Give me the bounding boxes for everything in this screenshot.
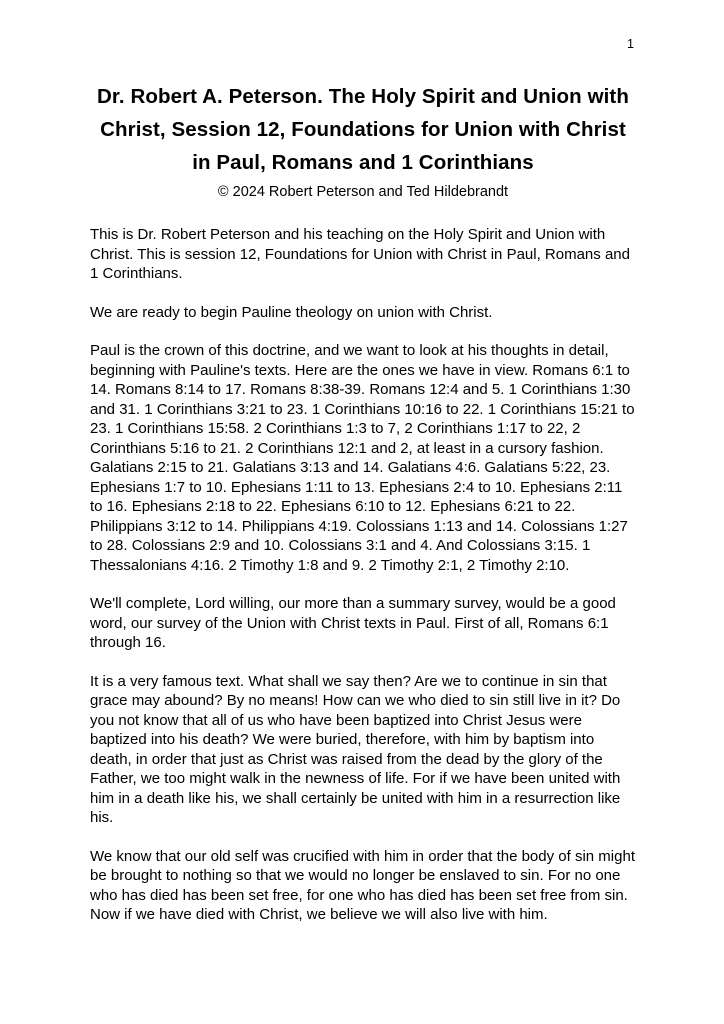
document-title: Dr. Robert A. Peterson. The Holy Spirit and Union with Christ, Session 12, Foundations for Union with Christ in Paul, Romans and 1 Corinthians: [97, 85, 629, 174]
paragraph-ready: We are ready to begin Pauline theology on union with Christ.: [90, 303, 493, 321]
paragraph-survey: We'll complete, Lord willing, our more than a summary survey, would be a good word, our survey of the Union with Christ texts in Paul. First of all, Romans 6:1 through 16.: [90, 595, 616, 651]
paragraph-romans6-quote: It is a very famous text. What shall we say then? Are we to continue in sin that grace may abound? By no means! How can we who died to sin still live in it? Do you not know that all of us who have been baptized into Christ Jesus were baptized into his death? We were buried, therefore, with him by baptism into death, in order that just as Christ was raised from the dead by the glory of the Father, we too might walk in the newness of life. For if we have been united with him in a death like his, we shall certainly be united with him in a resurrection like his.: [90, 672, 621, 826]
copyright-line: © 2024 Robert Peterson and Ted Hildebrandt: [217, 184, 509, 200]
paragraph-intro: This is Dr. Robert Peterson and his teaching on the Holy Spirit and Union with Christ. This is session 12, Foundations for Union with Christ in Paul, Romans and 1 Corinthians.: [90, 226, 630, 282]
paragraph-texts-list: Paul is the crown of this doctrine, and we want to look at his thoughts in detail, beginning with Pauline's texts. Here are the ones we have in view. Romans 6:1 to 14. Romans 8:14 to 17. Romans 8:38-39. Romans 12:4 and 5. 1 Corinthians 1:30 and 31. 1 Corinthians 3:21 to 23. 1 Corinthians 10:16 to 22. 1 Corinthians 15:21 to 23. 1 Corinthians 15:58. 2 Corinthians 1:3 to 7, 2 Corinthians 1:17 to 22, 2 Corinthians 5:16 to 21. 2 Corinthians 12:1 and 2, at least in a cursory fashion. Galatians 2:15 to 21. Galatians 3:13 and 14. Galatians 4:6. Galatians 5:22, 23. Ephesians 1:7 to 10. Ephesians 1:11 to 13. Ephesians 2:4 to 10. Ephesians 2:11 to 16. Ephesians 2:18 to 22. Ephesians 6:10 to 12. Ephesians 6:21 to 22. Philippians 3:12 to 14. Philippians 4:19. Colossians 1:13 and 14. Colossians 1:27 to 28. Colossians 2:9 and 10. Colossians 3:1 and 4. And Colossians 3:15. 1 Thessalonians 4:16. 2 Timothy 1:8 and 9. 2 Timothy 2:1, 2 Timothy 2:10.: [90, 342, 635, 574]
paragraph-old-self: We know that our old self was crucified with him in order that the body of sin might be brought to nothing so that we would no longer be enslaved to sin. For no one who has died has been set free, for one who has died has been set free from sin. Now if we have died with Christ, we believe we will also live with him.: [90, 847, 635, 923]
page-number: 1: [627, 37, 634, 51]
document-body: [90, 225, 636, 925]
